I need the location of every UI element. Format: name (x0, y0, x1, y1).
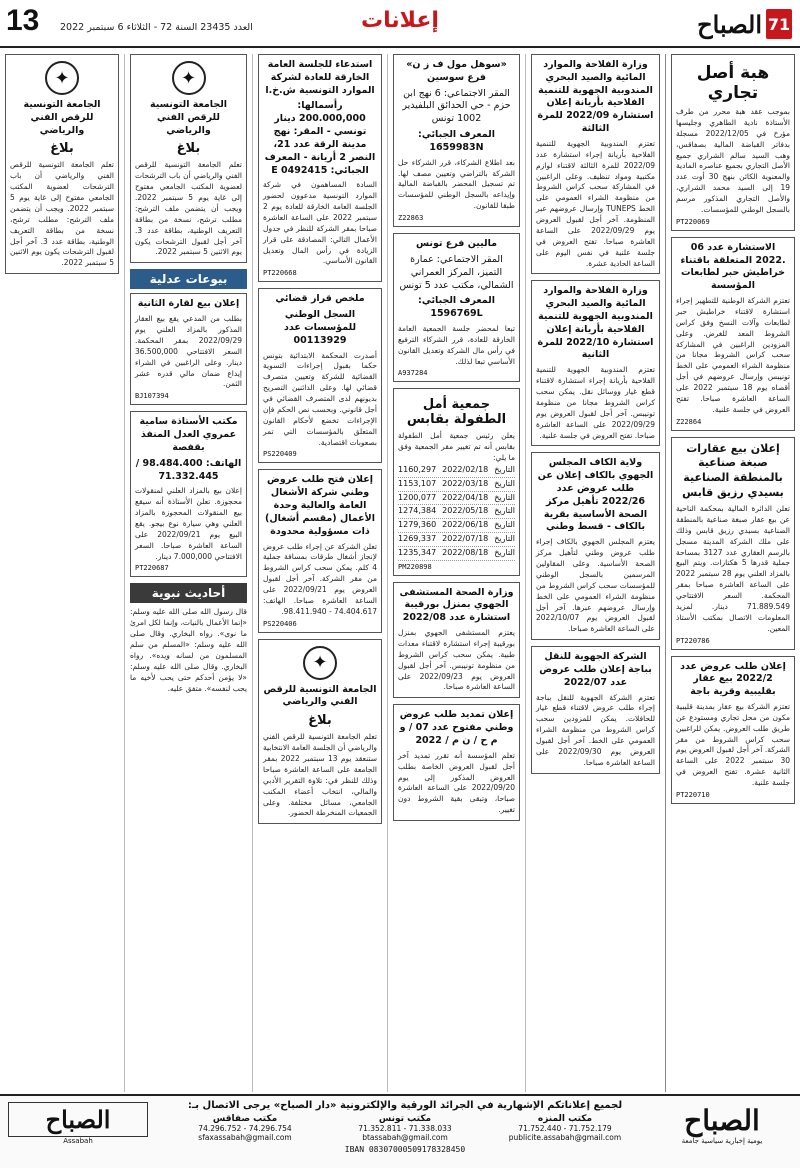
ad-kef (531, 452, 660, 640)
ad-beja-transport (531, 646, 660, 774)
ad-body: بطلب من المدعي يقع بيع العقار المذكور بالمزاد العلني يوم 2022/09/29 بمقر المحكمة. السعر الافتتاحي 36.500,000 دينار. وعلى الراغبين في الشراء إيداع ضمان مالي قدره عشر الثمن. (135, 314, 242, 389)
ad-title: هبة أصل تجاري (696, 63, 770, 103)
ad-ref: PT220069 (676, 217, 710, 226)
schedule-row: التاريخ 2022/05/18 1274,384 (398, 505, 515, 519)
ad-general-assembly (258, 54, 382, 282)
ad-ref: PS220409 (263, 450, 297, 459)
ad-body: أصدرت المحكمة الابتدائية بتونس حكما بقبول إجراءات التسوية القضائية للشركة وتعيين متصرف قضائي لها. وعلى الدائنين التصريح بديونهم لدى المتصرف القضائي في أجل قانوني. وبحسب نص الحكم فإن الإجراءات تخضع لأحكام القانون المتعلق بالمؤسسات التي تمر بصعوبات اقتصادية. (263, 350, 377, 447)
footer-logo-secondary[interactable] (8, 1102, 148, 1145)
footer-logo2-sub: Assabah (63, 1137, 93, 1145)
ad-body: يعتزم المجلس الجهوي بالكاف إجراء طلب عروض وطني لتأهيل مركز الصحة الأساسية. وعلى المقاولين المرسمين بالسجل الوطني للمؤسسات سحب كراس الشروط من منظومة الشراء العمومي على الخط وإرسال عروضهم عبرها. آخر أجل لقبول العروض يوم 2022/10/07 على الساعة العاشرة صباحا. (536, 537, 655, 634)
ad-title: جمعية أمل الطفولة بقابس (406, 397, 507, 428)
page-number: 13 (6, 4, 40, 37)
hadith-banner: أحاديث نبوية (130, 583, 247, 603)
ad-title: إعلان بيع لقارة الثانية (137, 298, 240, 310)
footer-contact (170, 1100, 640, 1154)
page-header (0, 0, 800, 48)
ad-ref: PT220668 (263, 269, 297, 278)
ad-title: وزارة الفلاحة والموارد المائية والصيد البحري المندوبية الجهوية للتنمية الفلاحية بأريانة إعلان استشارة 2022/10 للمرة الثانية (537, 285, 654, 361)
masthead-logo[interactable] (672, 6, 792, 42)
ad-extension (393, 704, 520, 821)
ad-body: تعتزم المندوبية الجهوية للتنمية الفلاحية بأريانة إجراء استشارة عدد 2022/09 للمرة الثالثة لاقتناء لوازم مكتبية ومواد تنظيف. وعلى الراغبين في المشاركة سحب كراس الشروط من منظومة الشراء العمومي على الخط TUNEPS وإرسال عروضهم عبر المنظومة. آخر أجل لقبول العروض يوم 2022/09/29 على الساعة العاشرة صباحا. تفتح العروض في جلسة علنية في نفس اليوم على الساعة الحادية عشرة. (536, 138, 655, 268)
office-phone[interactable]: 71.338.033 - 71.352.811 (358, 1124, 452, 1133)
ad-title: ماليين فرع تونس (415, 238, 498, 250)
ad-body: تعلن الدائرة المالية بمحكمة الناحية عن بيع عقار صبغة صناعية بالمنطقة الصناعية بسيدي رزيق قابس وذلك على ملك الشركة المدينة مسجل بالرسم العقاري عدد 3127 بمساحة جملية قدرها 5 هكتارات. ويتم البيع بالمزاد العلني يوم 28 سبتمبر 2022 على الساعة العاشرة صباحا بمقر المحكمة. السعر الافتتاحي 71.889.549 دينار. لمزيد المعلومات الاتصال بمكتب الأستاذ المعين. (676, 504, 790, 633)
office-item: مكتب تونس 71.338.033 - 71.352.811 btassabah@gmail.com (330, 1114, 480, 1142)
ad-company-1 (393, 54, 520, 227)
ad-title: استدعاء للجلسة العامة الخارقة للعادة لشركة الموارد التونسية ش.خ.ا (265, 59, 375, 96)
ad-title: الجامعة التونسية للرقص الفني والرياضي (263, 683, 377, 708)
schedule-row: التاريخ 2022/04/18 1200,077 (398, 492, 515, 506)
ad-title: إعلان فتح طلب عروض وطني شركة الأشغال العامة والعالية وحدة الأعمال (مقسم أشغال) ذات مسؤولية محدودة (265, 474, 375, 537)
ad-ariana-1 (531, 54, 660, 274)
federation-emblem-icon: ✦ (172, 61, 206, 95)
bank-account: IBAN 08307000509178328450 (344, 1145, 466, 1154)
ad-title: مكتب الأستاذة سامية عمروي العدل المنفذ بقفصة (139, 416, 238, 453)
page-footer (0, 1094, 800, 1168)
ad-dance-federation-2 (258, 639, 382, 825)
column-1 (665, 54, 800, 1092)
ad-association (393, 388, 520, 575)
ad-subtitle: السجل الوطني للمؤسسات عدد 00113929 (283, 309, 357, 346)
ad-judicial-sale-2 (130, 411, 247, 577)
office-phone[interactable]: 74.296.754 - 74.296.752 (198, 1124, 292, 1133)
ad-notice: بلاغ (308, 713, 332, 729)
logo-mark: 71 (766, 9, 792, 39)
ad-ref: PT220687 (135, 564, 169, 573)
ad-ref: Z22863 (398, 214, 424, 223)
schedule-row: التاريخ 2022/03/18 1153,107 (398, 478, 515, 492)
ad-judicial-sale-1 (130, 293, 247, 405)
ad-ref: Z22864 (676, 417, 702, 426)
ad-title: ولاية الكاف المجلس الجهوي بالكاف إعلان عن طلب عروض عدد 2022/26 تأهيل مركز الصحة الأساسية بقرية بالكاف - قسط وطني (537, 457, 654, 533)
federation-emblem-icon: ✦ (45, 61, 79, 95)
ad-consultation (671, 237, 795, 431)
ad-body: تعلم الجامعة التونسية للرقص الفني والرياضي أن الجلسة العامة الانتخابية ستنعقد يوم 13 سبتمبر 2022 بمقر الجامعة على الساعة العاشرة صباحا وذلك للنظر في: تلاوة التقرير الأدبي والمالي، انتخاب أعضاء المكتب الجامعي، مسائل مختلفة. وعلى الجمعيات المنخرطة الحضور. (263, 732, 377, 818)
ad-body: تعتزم المندوبية الجهوية للتنمية الفلاحية بأريانة إجراء استشارة لاقتناء قطع غيار ووسائل نقل. يمكن سحب كراس الشروط مجانا من منظومة تونيبس. آخر أجل لقبول العروض يوم 2022/09/29 على الساعة العاشرة صباحا. تفتح العروض في جلسة علنية. (536, 365, 655, 440)
ad-ref: PT220710 (676, 790, 710, 799)
ad-title: وزارة الصحة المستشفى الجهوي بمنزل بورقيبة استشارة عدد 2022/08 (399, 586, 514, 624)
office-email[interactable]: sfaxassabah@gmail.com (198, 1133, 292, 1142)
ad-dance-federation-3 (5, 54, 119, 274)
footer-logo-sub: يومية إخبارية سياسية جامعة (681, 1137, 763, 1145)
ad-body: إعلان بيع بالمزاد العلني لمنقولات محجوزة. تعلن الأستاذة أنه سيقع بيع المنقولات المحجوزة بالمزاد العلني وهي سيارة نوع بيجو. يقع البيع يوم 2022/09/21 على الساعة العاشرة صباحا. السعر الافتتاحي 7.000,000 دينار. (135, 486, 243, 561)
ad-body: يعتزم المستشفى الجهوي بمنزل بورقيبة إجراء استشارة لاقتناء معدات طبية. يمكن سحب كراس الشروط من منظومة تونيبس. آخر أجل لقبول العروض يوم 2022/09/23 على الساعة العاشرة صباحا. (398, 628, 515, 692)
office-item: مكتب المنزه 71.752.179 - 71.752.440 publicite.assabah@gmail.com (490, 1114, 640, 1142)
ad-ref: PT220786 (676, 636, 710, 645)
ad-subtitle: المقر الاجتماعي: 6 نهج ابن حزم - حي الحدائق البلفيدير 1002 تونس (402, 87, 511, 125)
footer-logo-text: الصباح (684, 1104, 760, 1137)
issue-info: العدد 23435 السنة 72 - الثلاثاء 6 سبتمبر 2022 (60, 22, 253, 33)
ad-ref: A937284 (398, 369, 428, 378)
ad-body: تعتزم الشركة بيع عقار بمدينة قليبية مكون من محل تجاري ومستودع عن طريق طلب العروض. يمكن للراغبين سحب كراس الشروط من مقر الشركة. آخر أجل لقبول العروض يوم 30 سبتمبر 2022 على الساعة الثانية عشرة. تفتح العروض في جلسة علنية. (676, 701, 790, 788)
ad-subtitle: الهاتف: 98.484.400 / 71.332.445 (135, 457, 242, 482)
logo-text: الصباح (697, 9, 762, 39)
ad-property-sale (671, 437, 795, 650)
footer-title: لجميع إعلاناتكم الإشهارية في الجرائد الورقية والإلكترونية «دار الصباح» يرجى الاتصال بـ: (187, 1100, 623, 1111)
ad-gift (671, 54, 795, 231)
ad-title: الاستشارة عدد 06 .2022 المتعلقة باقتناء خراطيش حبر لطابعات المؤسسة (680, 241, 786, 292)
ad-title: وزارة الفلاحة والموارد المائية والصيد البحري المندوبية الجهوية للتنمية الفلاحية بأريانة إعلان استشارة 2022/09 للمرة الثالثة (537, 59, 654, 135)
ad-ref: PS220406 (263, 619, 297, 628)
ad-reg: المعرف الجبائي: 1596769L (418, 295, 495, 320)
footer-logo[interactable] (652, 1104, 792, 1145)
ad-tender (671, 656, 795, 804)
office-email[interactable]: publicite.assabah@gmail.com (508, 1133, 622, 1142)
judicial-sales-banner: بيوعات عدلية (130, 269, 247, 289)
schedule-row: التاريخ 2022/08/18 1235,347 (398, 547, 515, 561)
ad-ref: PM220898 (398, 562, 432, 571)
ad-body: بموجب عقد هبة محرر من طرف الأستاذة نادية الطاهري وجليسها مؤرخ في 2022/12/05 مسجلة بدفاتر القباضة المالية بصفاقس، وهب السيد سالم الشراري جميع الأصل التجاري بجميع عناصره المادية والمعنوية الكائن بنهج 30 أوت عدد 19 إلى السيد محمد الشراري، والأصل التجاري المذكور مرسم بالسجل الوطني للمؤسسات. (676, 107, 790, 214)
hadith-body: قال رسول الله صلى الله عليه وسلم: «إنما الأعمال بالنيات، وإنما لكل امرئ ما نوى». رواه البخاري. وقال صلى الله عليه وسلم: «المسلم من سلم المسلمون من لسانه ويده». رواه البخاري. وقال صلى الله عليه وسلم: «لا يؤمن أحدكم حتى يحب لأخيه ما يحب لنفسه». متفق عليه. (130, 607, 247, 693)
ad-court-ruling (258, 288, 382, 463)
ad-ariana-2 (531, 280, 660, 446)
ad-hospital (393, 582, 520, 699)
ad-subtitle: المقر الاجتماعي: عمارة التميز، المركز العمراني الشمالي، مكتب عدد 5 تونس (399, 253, 514, 291)
ad-title: إعلان تمديد طلب عروض وطني مفتوح عدد 07 / و م ح / ن م / 2022 (399, 709, 514, 746)
ad-body: يعلن رئيس جمعية أمل الطفولة بقابس أنه تم تغيير مقر الجمعية وفق ما يلي: (398, 431, 515, 463)
office-list (170, 1114, 640, 1142)
column-4 (252, 54, 387, 1092)
ad-notice: بلاغ (176, 141, 201, 157)
ad-body: تعتزم الشركة الجهوية للنقل بباجة إجراء طلب عروض لاقتناء قطع غيار للحافلات. يمكن للمزودين سحب كراس الشروط من منظومة الشراء العمومي على الخط. آخر أجل لقبول العروض يوم 2022/09/30 على الساعة العاشرة صباحا. (536, 692, 655, 767)
office-phone[interactable]: 71.752.179 - 71.752.440 (518, 1124, 612, 1133)
ad-body: تعلم المؤسسة أنه تقرر تمديد آخر أجل لقبول العروض الخاصة بطلب العروض المذكور إلى يوم 2022/09/20 على الساعة العاشرة صباحا، وتبقى بقية الشروط دون تغيير. (398, 750, 515, 815)
ad-notice: بلاغ (50, 141, 74, 157)
ad-body: تعلم الجامعة التونسية للرقص الفني والرياضي أن باب الترشحات لعضوية المكتب الجامعي مفتوح إلى غاية يوم 5 سبتمبر 2022. ويجب أن يتضمن ملف الترشح: مطلب ترشح، نسخة من بطاقة التعريف الوطنية، بطاقة عدد 3. آخر أجل لقبول الترشحات يكون يوم الاثنين 5 سبتمبر 2022. (135, 160, 242, 257)
federation-emblem-icon: ✦ (303, 646, 337, 680)
ad-reg: المعرف الجبائي: 1659983N (418, 129, 495, 153)
ad-body: تبعا لمحضر جلسة الجمعية العامة الخارقة للعادة، قرر الشركاء الترفيع في رأس مال الشركة وتعديل القانون الأساسي تبعا لذلك. (398, 323, 515, 366)
ad-dance-federation-1 (130, 54, 247, 263)
schedule-row: التاريخ 2022/06/18 1279,360 (398, 519, 515, 533)
ad-body: تعلن الشركة عن إجراء طلب عروض لإنجاز أشغال طرقات بمسافة جملية 4 كلم. يمكن سحب كراس الشروط من مقر الشركة. آخر أجل لقبول العروض يوم 2022/09/21 على الساعة العاشرة صباحا. الهاتف: 74.404.617 - 98.411.940. (263, 541, 377, 616)
column-5 (124, 54, 252, 1092)
ad-public-works (258, 469, 382, 632)
ad-ref: BJ107394 (135, 392, 169, 401)
office-item: مكتب صفاقس 74.296.754 - 74.296.752 sfaxassabah@gmail.com (170, 1114, 320, 1142)
ad-title: إعلان بيع عقارات صبغة صناعية بالمنطقة الصناعية بسيدي رزيق قابس (682, 441, 784, 500)
column-2 (525, 54, 665, 1092)
ad-title: الشركة الجهوية للنقل بباجة إعلان طلب عروض عدد 2022/07 (539, 651, 652, 688)
office-email[interactable]: btassabah@gmail.com (362, 1133, 448, 1142)
schedule-row: التاريخ 2022/02/18 1160,297 (398, 464, 515, 478)
section-title: إعلانات (361, 8, 439, 33)
ad-title: إعلان طلب عروض عدد 2022/2 بيع عقار بقليبية وقرية باجة (680, 660, 786, 698)
ad-company-2 (393, 233, 520, 382)
ad-body: بعد اطلاع الشركاء، قرر الشركاء حل الشركة بالتراضي وتعيين مصف لها. تم تسجيل المحضر بالقباضة المالية وإيداعه بالسجل الوطني للمؤسسات طبقا للقانون. (398, 157, 515, 211)
ad-title: الجامعة التونسية للرقص الفني والرياضي (23, 99, 101, 136)
ad-body: تعتزم الشركة الوطنية للتطهير إجراء استشارة لاقتناء خراطيش حبر لطابعات وآلات النسخ وفق كراس الشروط المعد للغرض. وعلى المزودين الراغبين في المشاركة سحب كراس الشروط مجانا من منظومة الشراء العمومي على الخط تونيبس وإرسال عروضهم في أجل أقصاه يوم 18 سبتمبر 2022 على الساعة العاشرة صباحا. تفتح العروض في جلسة علنية. (676, 296, 790, 414)
ad-title: «سوهل مول ف ز ن» فرع سوسين (406, 59, 507, 83)
ad-body: تعلم الجامعة التونسية للرقص الفني والرياضي أن باب الترشحات لعضوية المكتب الجامعي مفتوح إلى غاية يوم 5 سبتمبر 2022. ويجب أن يتضمن ملف الترشح: مطلب ترشح، نسخة من بطاقة التعريف الوطنية، بطاقة عدد 3. آخر أجل لقبول الترشحات يكون يوم الاثنين 5 سبتمبر 2022. (10, 160, 114, 268)
schedule-row: التاريخ 2022/07/18 1269,337 (398, 533, 515, 547)
schedule-list (398, 464, 515, 561)
ad-title: الجامعة التونسية للرقص الفني والرياضي (149, 99, 228, 136)
column-3 (387, 54, 525, 1092)
column-6 (0, 54, 124, 1092)
ad-body: السادة المساهمون في شركة الموارد التونسية مدعوون لحضور الجلسة العامة الخارقة للعادة يوم 2 سبتمبر 2022 على الساعة العاشرة صباحا بمقر الشركة للنظر في جدول الأعمال التالي: المصادقة على قرار الزيادة في رأس المال وتعديل القانون الأساسي. (263, 180, 377, 266)
footer-logo2-text: الصباح (8, 1102, 148, 1137)
ad-title: ملخص قرار قضائي (275, 293, 365, 305)
ad-subtitle: رأسمالها: 200.000,000 دينار تونسي - المقر: نهج مدينة الرقة عدد 21، النصر 2 أريانة - المعرف الجبائي: E 0492415 (264, 100, 376, 176)
